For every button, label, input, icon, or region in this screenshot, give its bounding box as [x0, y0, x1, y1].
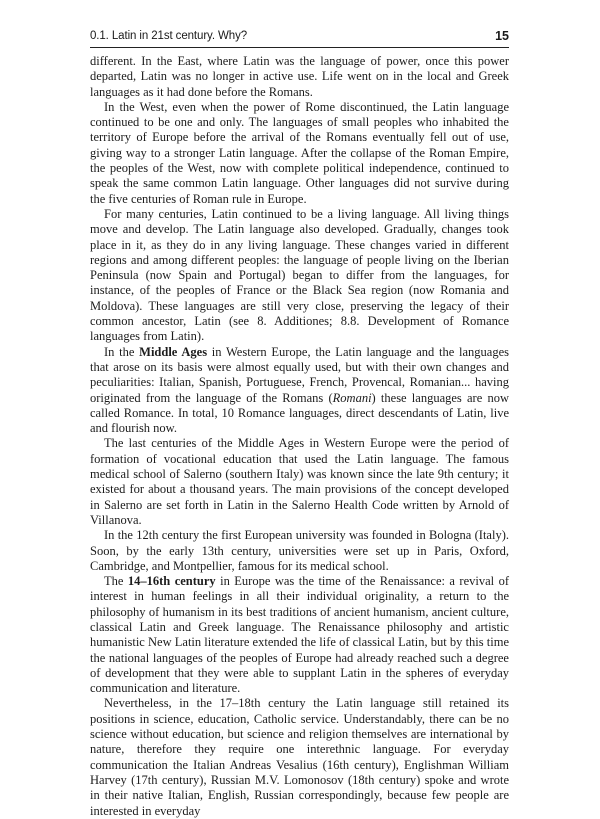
- paragraph-7: [90, 574, 509, 696]
- paragraph-6: [90, 528, 509, 574]
- paragraph-4: [90, 345, 509, 437]
- paragraph-1: [90, 54, 509, 100]
- bold-term: Middle Ages: [139, 344, 208, 359]
- running-title: 0.1. Latin in 21st century. Why?: [90, 30, 248, 42]
- paragraph-text: In the: [104, 344, 140, 359]
- page-number: 15: [495, 29, 509, 43]
- bold-term: 14–16th century: [127, 574, 216, 589]
- paragraph-text: in Western Europe, the Latin language and the languages that arose on its basis were almost equally used, but with their own changes and peculiarities: Italian, Spanish, Portuguese, French, Provencal, Romanian... having originated from the language of the Romans (: [90, 344, 509, 405]
- paragraph-text: ) these languages are now called Romance. In total, 10 Romance languages, direct descendants of Latin, live and flourish now.: [90, 390, 509, 436]
- running-header: [90, 29, 509, 48]
- paragraph-text: In the West, even when the power of Rome discontinued, the Latin language continued to be one and only. The languages of small peoples who inhabited the territory of Europe before the arrival of the Romans eventually fell out of use, giving way to a stronger Latin language. After the collapse of the Roman Empire, the peoples of the West, now with complete political independence, continued to speak the same common Latin language. Other languages did not survive during the five centuries of Roman rule in Europe.: [90, 99, 509, 206]
- paragraph-text: The last centuries of the Middle Ages in Western Europe were the period of formation of vocational education that used the Latin language. The famous medical school of Salerno (southern Italy) was known since the late 9th century; it existed for about a thousand years. The main provisions of the concept developed in Salerno are set forth in Latin in the Salerno Health Code written by Arnold of Villanova.: [90, 436, 509, 527]
- paragraph-text: in Europe was the time of the Renaissance: a revival of interest in human feelings in all their individual originality, a return to the philosophy of humanism in its best traditions of ancient humanism, ancient culture, classical Latin and Greek language. The Renaissance philosophy and artistic humanistic New Latin literature extended the life of classical Latin, but by this time the national languages of the peoples of Europe had already reached such a degree of development that they were able to supplant Latin in the spheres of everyday communication and literature.: [90, 574, 509, 696]
- paragraph-text: different. In the East, where Latin was the language of power, once this power departed, Latin was no longer in active use. Life went on in the local and Greek languages as it had done before the Romans.: [90, 54, 509, 99]
- paragraph-5: [90, 436, 509, 528]
- paragraph-8: [90, 696, 509, 818]
- paragraph-text: The: [104, 574, 128, 589]
- paragraph-text: Nevertheless, in the 17–18th century the Latin language still retained its positions in science, education, Catholic service. Understandably, there can be no science without education, but science and religion themselves are international by nature, therefore they require one interethnic language. For everyday communication the Italian Andreas Vesalius (16th century), Englishman William Harvey (17th century), Russian M.V. Lomonosov (18th century) spoke and wrote in their native Italian, English, Russian correspondingly, because few people are interested in everyday: [90, 696, 509, 818]
- body-text: [90, 54, 509, 819]
- paragraph-text: In the 12th century the first European university was founded in Bologna (Italy). Soon, by the early 13th century, universities were set up in Paris, Oxford, Cambridge, and Montpellier, famous for its medical school.: [90, 528, 509, 573]
- paragraph-2: [90, 100, 509, 207]
- italic-term: Romani: [332, 390, 372, 405]
- paragraph-text: For many centuries, Latin continued to be a living language. All living things move and develop. The Latin language also developed. Gradually, changes took place in it, as they do in any living language. These changes varied in different regions and among different peoples: the language of people living on the Iberian Peninsula (now Spain and Portugal) began to differ from the languages, for instance, of the peoples of France or the Black Sea region (now Romania and Moldova). These languages are still very close, preserving the legacy of their common ancestor, Latin (see 8. Additiones; 8.8. Development of Romance languages from Latin).: [90, 206, 509, 344]
- paragraph-3: [90, 207, 509, 345]
